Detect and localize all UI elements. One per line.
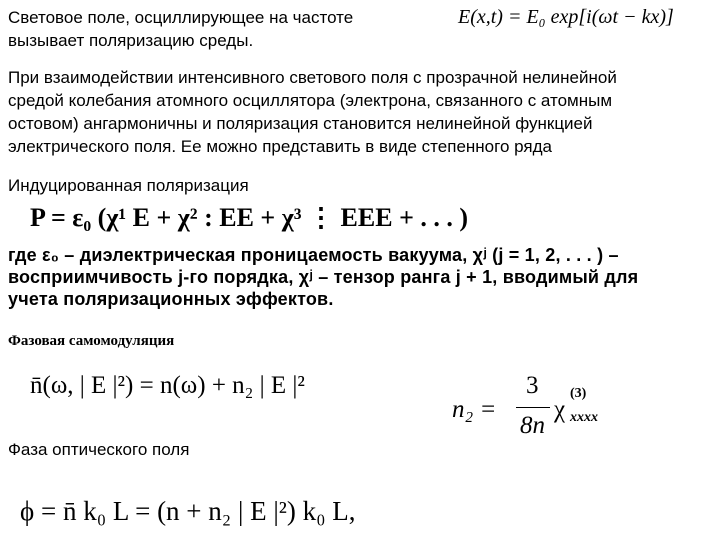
n2-chi-superscript: (3): [570, 386, 587, 401]
paragraph-line: остовом) ангармоничны и поляризация становится нелинейной функцией: [8, 114, 593, 133]
fraction-bar: [516, 407, 550, 408]
paragraph-line: средой колебания атомного осциллятора (электрона, связанного с атомным: [8, 91, 613, 110]
description-paragraph: [8, 66, 713, 158]
n2-formula: [452, 372, 652, 452]
n2-lhs: n₂ =: [452, 396, 497, 423]
intro-text: [8, 6, 353, 52]
definition-line: восприимчивость j-го порядка, χʲ – тензор ранга j + 1, вводимый для: [8, 267, 639, 287]
paragraph-line: электрического поля. Ее можно представить в виде степенного ряда: [8, 137, 552, 156]
refractive-index-formula: n̄(ω, | E |²) = n(ω) + n₂ | E |²: [30, 372, 305, 399]
definition-line: где ε₀ – диэлектрическая проницаемость вакуума, χʲ (j = 1, 2, . . . ) –: [8, 245, 619, 265]
n2-numerator: 3: [526, 372, 539, 399]
intro-line-1: Световое поле, осциллирующее на частоте: [8, 8, 354, 27]
self-modulation-heading: Фазовая самомодуляция: [8, 333, 175, 349]
phase-heading: Фаза оптического поля: [8, 440, 190, 459]
intro-line-2: вызывает поляризацию среды.: [8, 31, 254, 50]
induced-heading: Индуцированная поляризация: [8, 176, 249, 195]
field-formula: E(x,t) = E₀ exp[i(ωt − kx)]: [458, 6, 674, 28]
definition-text: [8, 244, 713, 310]
paragraph-line: При взаимодействии интенсивного светового поля с прозрачной нелинейной: [8, 68, 617, 87]
definition-line: учета поляризационных эффектов.: [8, 289, 334, 309]
polarization-formula: P = ε₀ (χ¹ E + χ² : EE + χ³ ⋮ EEE + . . . ): [30, 203, 469, 232]
n2-denominator: 8n: [520, 412, 545, 439]
n2-chi-subscript: xxxx: [570, 410, 598, 425]
phase-formula: ϕ = n̄ k₀ L = (n + n₂ | E |²) k₀ L,: [20, 496, 356, 526]
n2-chi: χ: [554, 396, 566, 423]
